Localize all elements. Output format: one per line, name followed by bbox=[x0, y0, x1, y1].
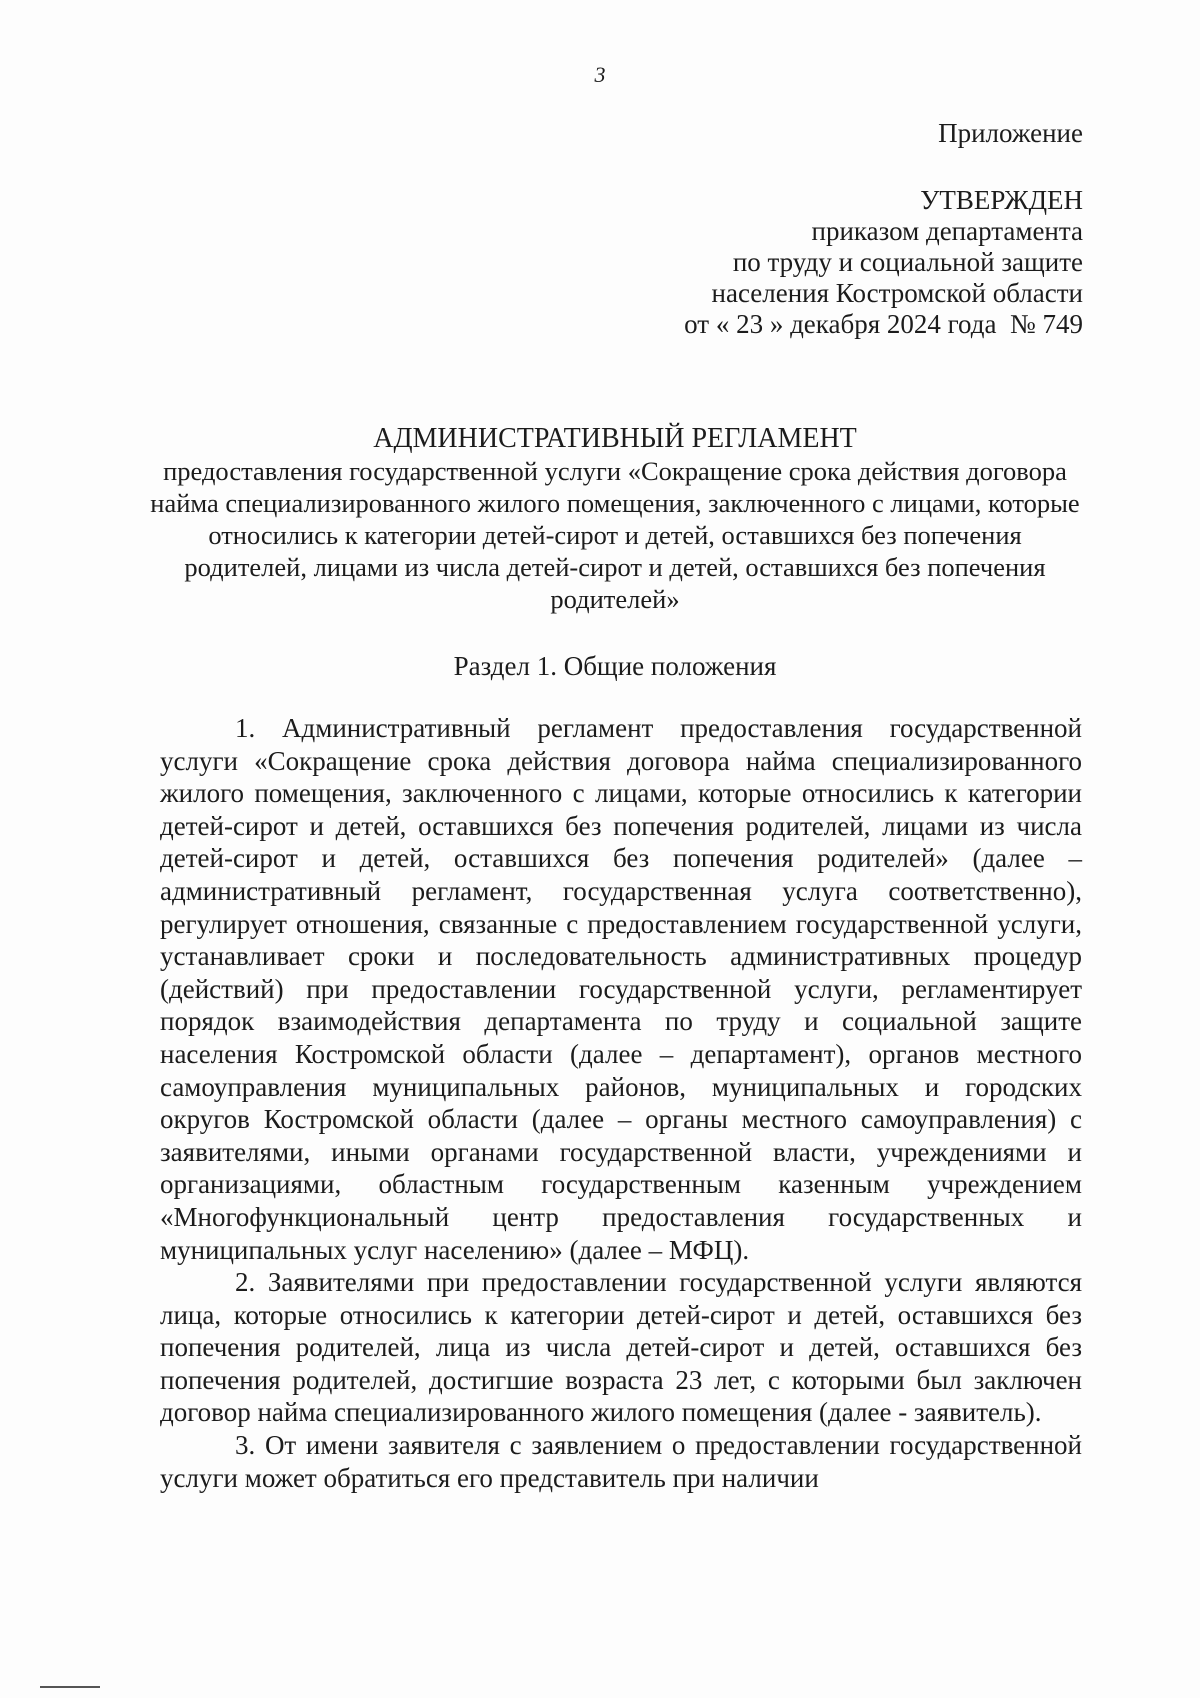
body-text bbox=[160, 712, 1082, 1494]
document-title: АДМИНИСТРАТИВНЫЙ РЕГЛАМЕНТ bbox=[373, 423, 857, 454]
approval-line: населения Костромской области bbox=[711, 278, 1083, 308]
paragraph: 1. Административный регламент предоставления государственной услуги «Сокращение срока действия договора найма специализированного жилого помещения, заключенного с лицами, которые относились к категории детей-сирот и детей, оставшихся без попечения родителей, лицами из числа детей-сирот и детей, оставшихся без попечения родителей» (далее – административный регламент, государственная услуга соответственно), регулирует отношения, связанные с предоставлением государственной услуги, устанавливает сроки и последовательность административных процедур (действий) при предоставлении государственной услуги, регламентирует порядок взаимодействия департамента по труду и социальной защите населения Костромской области (далее – департамент), органов местного самоуправления муниципальных районов, муниципальных и городских округов Костромской области (далее – органы местного самоуправления) с заявителями, иными органами государственной власти, учреждениями и организациями, областным государственным казенным учреждением «Многофункциональный центр предоставления государственных и муниципальных услуг населению» (далее – МФЦ). bbox=[160, 713, 1082, 1265]
annex-label: Приложение bbox=[938, 118, 1083, 148]
approval-stamp-block bbox=[684, 118, 1083, 340]
document-subtitle: предоставления государственной услуги «Сокращение срока действия договора найма специализированного жилого помещения, заключенного с лицами, которые относились к категории детей-сирот и детей, оставшихся без попечения родителей, лицами из числа детей-сирот и детей, оставшихся без попечения родителей» bbox=[150, 456, 1080, 614]
approved-label: УТВЕРЖДЕН bbox=[920, 185, 1083, 215]
approval-line: по труду и социальной защите bbox=[732, 247, 1083, 277]
section-heading: Раздел 1. Общие положения bbox=[453, 651, 777, 681]
paragraph: 3. От имени заявителя с заявлением о предоставлении государственной услуги может обратиться его представитель при наличии bbox=[160, 1430, 1082, 1493]
approval-date-number: от « 23 » декабря 2024 года № 749 bbox=[684, 309, 1083, 339]
approval-line: приказом департамента bbox=[811, 216, 1083, 246]
page-number: 3 bbox=[594, 62, 606, 87]
paragraph: 2. Заявителями при предоставлении государственной услуги являются лица, которые относились к категории детей-сирот и детей, оставшихся без попечения родителей, лица из числа детей-сирот и детей, оставшихся без попечения родителей, достигшие возраста 23 лет, с которыми был заключен договор найма специализированного жилого помещения (далее - заявитель). bbox=[160, 1267, 1082, 1428]
footnote-separator bbox=[40, 1686, 100, 1688]
document-title-block bbox=[150, 423, 1080, 615]
